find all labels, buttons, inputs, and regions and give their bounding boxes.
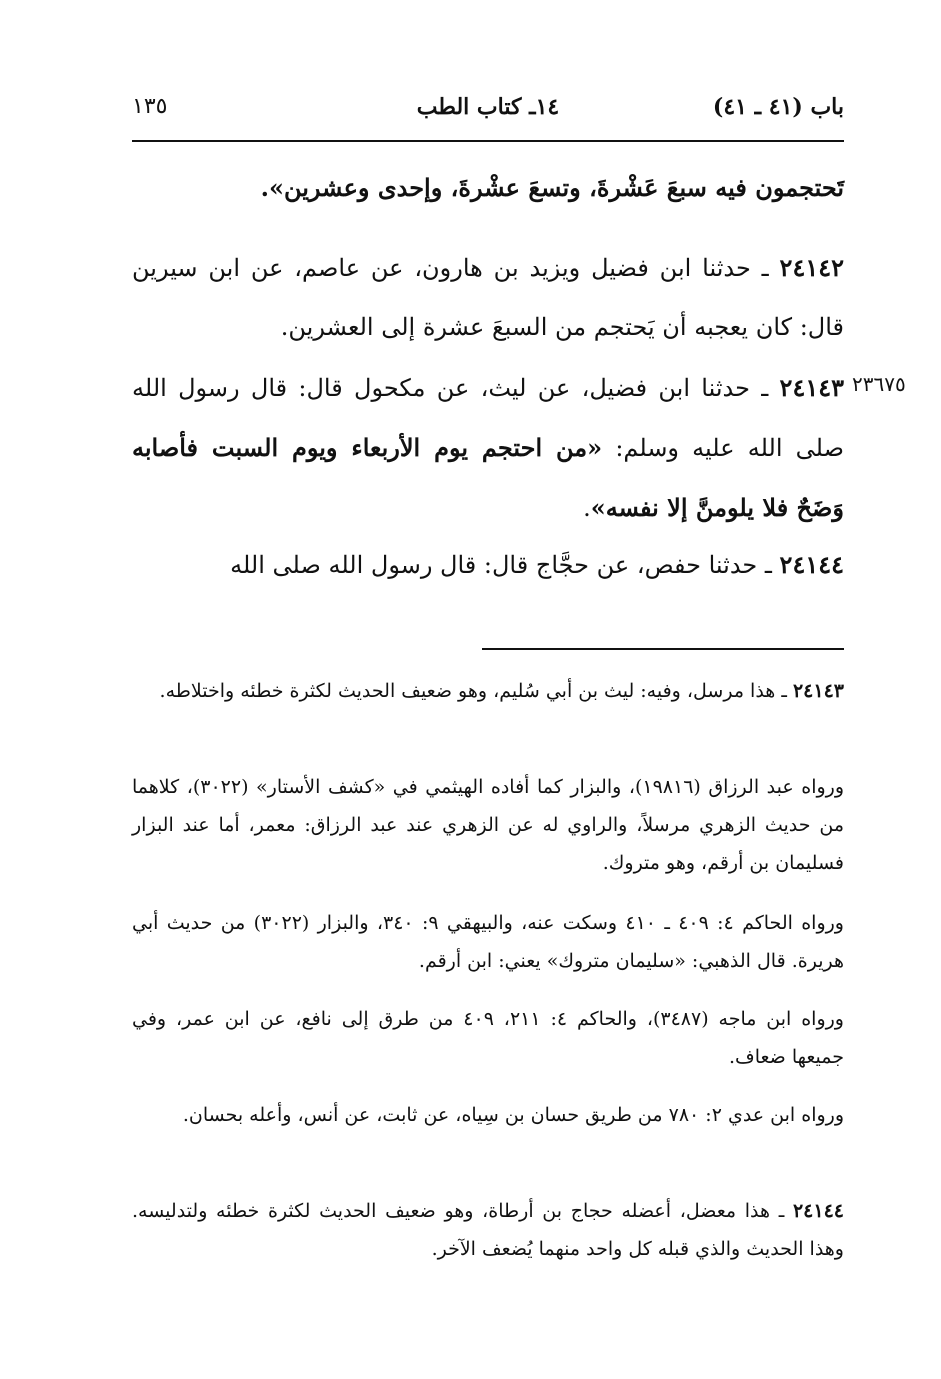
header-rule	[132, 140, 844, 142]
paragraph-text: تَحتجمون فيه سبعَ عَشْرةَ، وتسعَ عشْرةَ، وإحدى وعشرين».	[260, 173, 844, 202]
hadith-text: ـ حدثنا حفص، عن حجَّاج قال: قال رسول الله صلى الله	[230, 551, 780, 579]
hadith-number: ٢٤١٤٣	[779, 373, 844, 402]
hadith-text: ـ حدثنا ابن فضيل، عن ليث، عن مكحول قال: قال رسول الله صلى الله عليه وسلم:	[132, 374, 844, 462]
footnote-text: ـ هذا معضل، أعضله حجاج بن أرطاة، وهو ضعيف الحديث لكثرة خطئه ولتدليسه. وهذا الحديث والذي قبله كل واحد منهما يُضعف الآخر.	[132, 1200, 844, 1260]
hadith-24143	[132, 358, 844, 538]
footnote-number: ٢٤١٤٤	[792, 1200, 844, 1222]
footnote-paragraph	[132, 904, 844, 980]
footnote-text: ورواه ابن ماجه (٣٤٨٧)، والحاكم ٤: ٢١١، ٤٠٩ من طرق إلى نافع، عن ابن عمر، وفي جميعها ضعاف.	[132, 1008, 844, 1068]
prophetic-quote: «من احتجم يوم الأربعاء ويوم السبت فأصابه وَضَحٌ فلا يلومنَّ إلا نفسه»	[132, 433, 844, 522]
footnote-paragraph	[132, 1000, 844, 1076]
hadith-24142	[132, 238, 844, 357]
footnote-text: ورواه الحاكم ٤: ٤٠٩ ـ ٤١٠ وسكت عنه، والبيهقي ٩: ٣٤٠، والبزار (٣٠٢٢) من حديث أبي هريرة. قال الذهبي: «سليمان متروك» يعني: ابن أرقم.	[132, 912, 844, 972]
hadith-text-end: .	[583, 494, 591, 522]
margin-number: ٢٣٦٧٥	[852, 372, 906, 396]
page-header	[132, 88, 844, 128]
hadith-number: ٢٤١٤٢	[779, 253, 844, 282]
footnote-number: ٢٤١٤٣	[792, 680, 844, 702]
footnote-24144	[132, 1192, 844, 1268]
footnote-paragraph	[132, 768, 844, 882]
footnote-text: ورواه ابن عدي ٢: ٧٨٠ من طريق حسان بن سِياه، عن ثابت، عن أنس، وأعله بحسان.	[182, 1104, 844, 1126]
paragraph-continuation	[132, 158, 844, 217]
page-number: ١٣٥	[132, 94, 168, 119]
hadith-24144	[132, 535, 844, 595]
hadith-text: ـ حدثنا ابن فضيل ويزيد بن هارون، عن عاصم، عن ابن سيرين قال: كان يعجبه أن يَحتجم من السبعَ عشرة إلى العشرين.	[132, 254, 844, 341]
footnote-text: ـ هذا مرسل، وفيه: ليث بن أبي سُليم، وهو ضعيف الحديث لكثرة خطئه واختلاطه.	[159, 680, 793, 702]
footnote-rule	[482, 648, 844, 650]
footnote-paragraph	[132, 1096, 844, 1134]
footnote-24143	[132, 672, 844, 710]
book-title: ١٤ـ كتاب الطب	[416, 94, 560, 120]
hadith-number: ٢٤١٤٤	[779, 550, 844, 579]
footnote-text: ورواه عبد الرزاق (١٩٨١٦)، والبزار كما أفاده الهيثمي في «كشف الأستار» (٣٠٢٢)، كلاهما من حديث الزهري مرسلاً، والراوي له عن الزهري عند عبد الرزاق: معمر، أما عند البزار فسليمان بن أرقم، وهو متروك.	[132, 776, 844, 874]
chapter-label: باب (٤١ ـ ٤١)	[712, 94, 844, 120]
